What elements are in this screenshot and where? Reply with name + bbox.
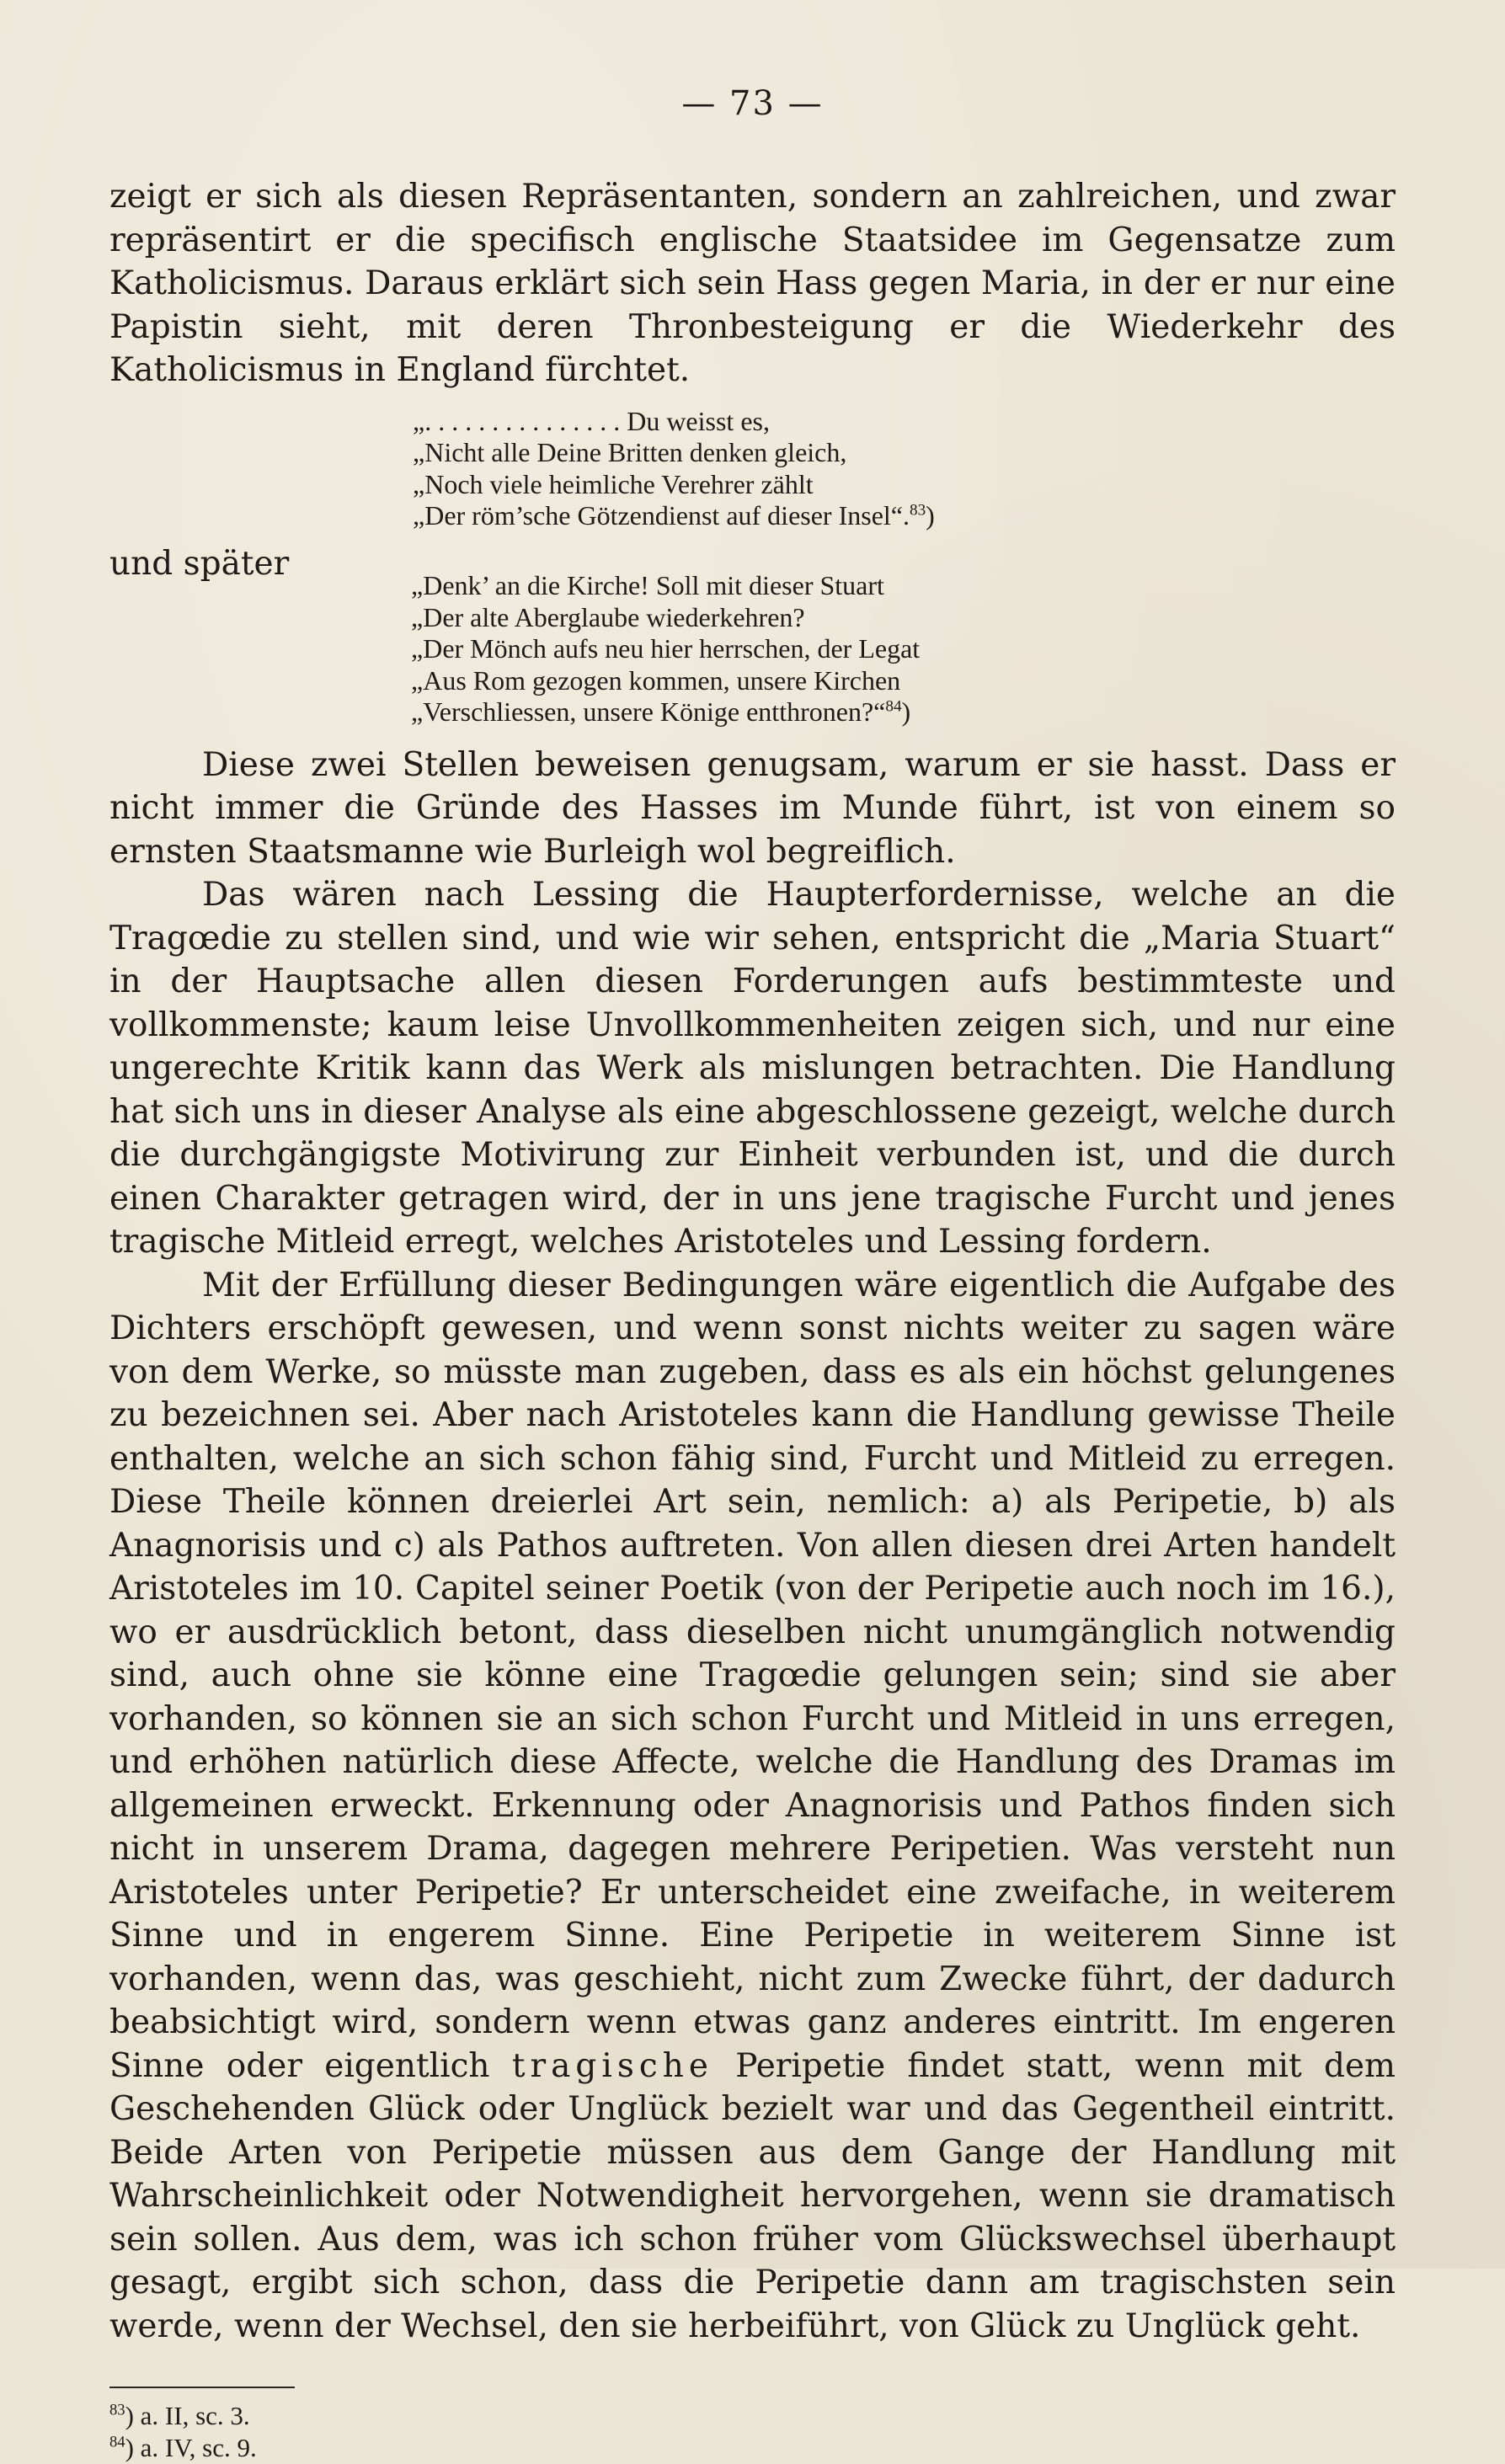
verse-1-line-2: „Nicht alle Deine Britten denken gleich, [413,437,847,467]
footnote-ref-84-close: ) [901,696,911,727]
footnote-ref-84: 84 [885,697,902,716]
transition-label: und später [109,544,290,583]
footnote-ref-83-close: ) [926,500,935,531]
footnote-83 [109,2400,1396,2432]
footnote-text-83: ) a. II, sc. 3. [125,2401,250,2430]
verse-2-line-1: „Denk’ an die Kirche! Soll mit dieser Stuart [411,570,884,600]
footnote-84 [109,2432,1396,2464]
verse-1-line-4 [413,500,1396,532]
paragraph-2: Diese zwei Stellen beweisen genugsam, warum er sie hasst. Dass er nicht immer die Gründe des Hasses im Munde führt, ist von einem so ernsten Staatsmanne wie Burleigh wol begreiflich. [109,745,1396,871]
paragraph-4-emphasis: tragische [511,2046,713,2085]
footnote-mark-83: 83 [109,2401,125,2419]
body-text [109,175,1396,2348]
paragraph-3: Das wären nach Lessing die Haupterfordernisse, welche an die Tragœdie zu stellen sind, und wie wir sehen, entspricht die „Maria Stuart“ in der Hauptsache allen diesen Forderungen aufs bestimmteste und vollkommenste; kaum leise Unvollkommenheiten zeigen sich, und nur eine ungerechte Kritik kann das Werk als mislungen betrachten. Die Handlung hat sich uns in dieser Analyse als eine abgeschlossene gezeigt, welche durch die durchgängigste Motivirung zur Einheit verbunden ist, und die durch einen Charakter getragen wird, der in uns jene tragische Furcht und jenes tragische Mitleid erregt, welches Aristoteles und Lessing fordern. [109,876,1396,1261]
paragraph-4-part-b: Peripetie findet statt, wenn mit dem Geschehenden Glück oder Unglück bezielt war und das Gegentheil eintritt. Beide Arten von Peripetie müssen aus dem Gange der Handlung mit Wahrscheinlichkeit oder Notwendigheit hervorgehen, wenn sie dramatisch sein sollen. Aus dem, was ich schon früher vom Glückswechsel überhaupt gesagt, ergibt sich schon, dass die Peripetie dann am tragischsten sein werde, wenn der Wechsel, den sie herbeiführt, von Glück zu Unglück geht. [109,2046,1396,2345]
verse-1-line-3: „Noch viele heimliche Verehrer zählt [413,468,814,499]
paragraph-1: zeigt er sich als diesen Repräsentanten, sondern an zahlreichen, und zwar repräsentirt er die specifisch englische Staatsidee im Gegensatze zum Katholicismus. Daraus erklärt sich sein Hass gegen Maria, in der er nur eine Papistin sieht, mit deren Thronbesteigung er die Wiederkehr des Katholicismus in England fürchtet. [109,178,1396,389]
verse-quote-1 [413,406,1396,532]
paragraph-4-part-a: Mit der Erfüllung dieser Bedingungen wäre eigentlich die Aufgabe des Dichters erschöpft gewesen, und wenn sonst nichts weiter zu sagen wäre von dem Werke, so müsste man zugeben, dass es als ein höchst gelungenes zu bezeichnen sei. Aber nach Aristoteles kann die Handlung gewisse Theile enthalten, welche an sich schon fähig sind, Furcht und Mitleid zu erregen. Diese Theile können dreierlei Art sein, nemlich: a) als Peripetie, b) als Anagnorisis und c) als Pathos auftreten. Von allen diesen drei Arten handelt Aristoteles im 10. Capitel seiner Poetik (von der Peripetie auch noch im 16.), wo er ausdrücklich betont, dass dieselben nicht unumgänglich notwendig sind, auch ohne sie könne eine Tragœdie gelungen sein; sind sie aber vorhanden, so können sie an sich schon Furcht und Mitleid in uns erregen, und erhöhen natürlich diese Affecte, welche die Handlung des Dramas im allgemeinen erweckt. Erkennung oder Anagnorisis und Pathos finden sich nicht in unserem Drama, dagegen mehrere Peripetien. Was versteht nun Aristoteles unter Peripetie? Er unterscheidet eine zweifache, in weiterem Sinne und in engerem Sinne. Eine Peripetie in weiterem Sinne ist vorhanden, wenn das, was geschieht, nicht zum Zwecke führt, der dadurch beabsichtigt wird, sondern wenn etwas ganz anderes eintritt. Im engeren Sinne oder eigentlich [109,1266,1396,2085]
verse-1-line-4-text: „Der röm’sche Götzendienst auf dieser Insel“. [413,500,910,531]
verse-1-line-1: „. . . . . . . . . . . . . . . Du weisst es, [413,405,770,436]
verse-quote-2 [411,570,1396,728]
verse-2-line-2: „Der alte Aberglaube wiederkehren? [411,601,805,632]
verse-2-line-5-text: „Verschliessen, unsere Könige entthronen?“ [411,696,886,727]
verse-2-line-4: „Aus Rom gezogen kommen, unsere Kirchen [411,664,901,696]
footnote-mark-84: 84 [109,2433,125,2451]
paragraph-4 [109,1264,1396,2349]
verse-2-line-5 [411,696,1396,728]
page-number: — 73 — [681,84,824,123]
verse-2-line-3: „Der Mönch aufs neu hier herrschen, der Legat [411,633,921,664]
footnote-divider [109,2387,295,2388]
footnotes [109,2400,1396,2464]
footnote-ref-83: 83 [909,501,926,520]
footnote-text-84: ) a. IV, sc. 9. [125,2433,257,2462]
